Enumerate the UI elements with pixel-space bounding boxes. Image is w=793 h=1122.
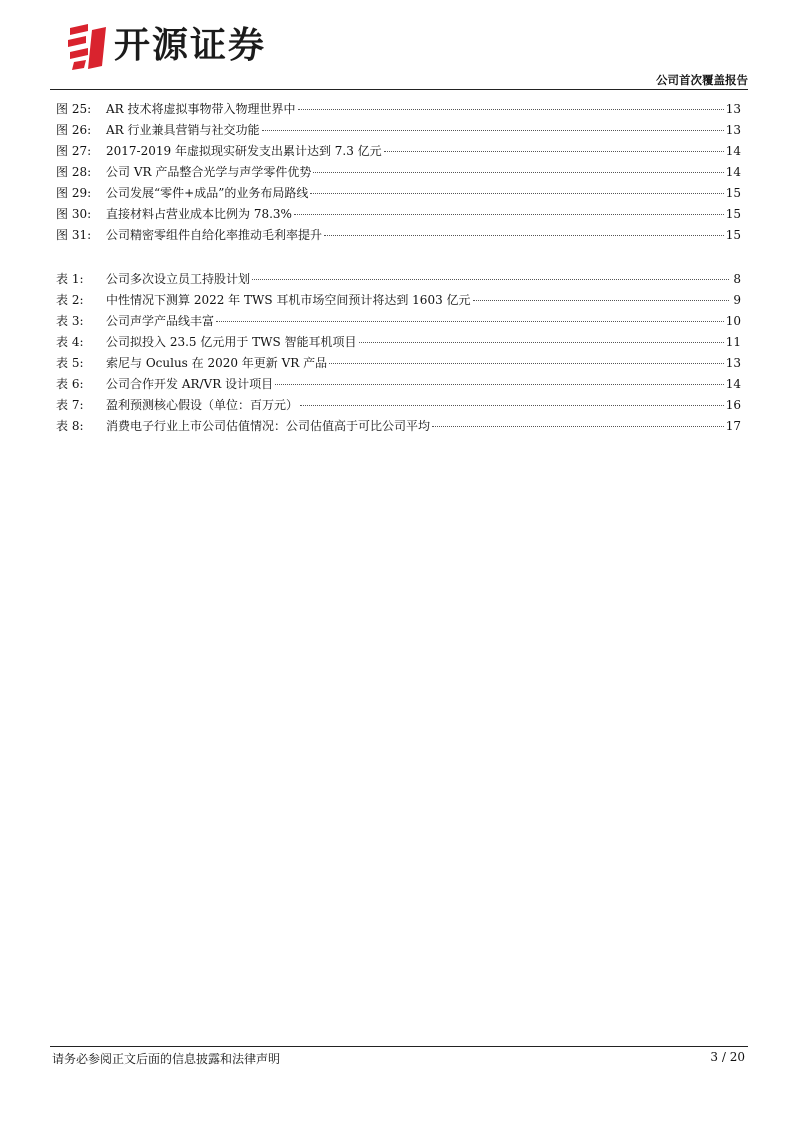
table-entry-title[interactable]: 中性情况下测算 2022 年 TWS 耳机市场空间预计将达到 1603 亿元 — [106, 293, 471, 307]
figure-entry-label: 图 25: — [56, 102, 92, 116]
table-entry[interactable] — [56, 416, 741, 437]
figure-entry-label: 图 31: — [56, 228, 92, 242]
table-entry-label: 表 8: — [56, 419, 84, 433]
table-entry-title[interactable]: 消费电子行业上市公司估值情况：公司估值高于可比公司平均 — [106, 419, 431, 433]
figure-entry[interactable] — [56, 141, 741, 162]
dot-leader — [329, 363, 724, 364]
table-entry-label: 表 5: — [56, 356, 84, 370]
figure-entry-page-number[interactable]: 14 — [725, 144, 741, 158]
figure-entry-page-number[interactable]: 13 — [725, 102, 741, 116]
dot-leader — [300, 405, 724, 406]
table-entry-label: 表 1: — [56, 272, 84, 286]
table-entry-title[interactable]: 公司拟投入 23.5 亿元用于 TWS 智能耳机项目 — [106, 335, 357, 349]
figure-entry[interactable] — [56, 225, 741, 246]
figure-entry-label: 图 28: — [56, 165, 92, 179]
figure-entry-title[interactable]: AR 技术将虚拟事物带入物理世界中 — [106, 102, 296, 116]
table-entry-title[interactable]: 公司合作开发 AR/VR 设计项目 — [106, 377, 274, 391]
figure-entry-title[interactable]: 直接材料占营业成本比例为 78.3% — [106, 207, 292, 221]
table-entry-page-number[interactable]: 13 — [725, 356, 741, 370]
table-entry[interactable] — [56, 311, 741, 332]
report-type-label: 公司首次覆盖报告 — [656, 73, 748, 87]
figure-entry-title[interactable]: AR 行业兼具营销与社交功能 — [106, 123, 260, 137]
dot-leader — [324, 235, 724, 236]
figure-entry-label: 图 26: — [56, 123, 92, 137]
figure-entry-page-number[interactable]: 13 — [725, 123, 741, 137]
dot-leader — [262, 130, 724, 131]
table-index — [56, 269, 741, 437]
table-entry-title[interactable]: 公司声学产品线丰富 — [106, 314, 215, 328]
header-divider — [50, 89, 748, 90]
company-logo — [66, 22, 296, 72]
table-entry-page-number[interactable]: 9 — [733, 293, 741, 307]
dot-leader — [298, 109, 724, 110]
page-header — [0, 0, 793, 92]
figure-index — [56, 99, 741, 246]
dot-leader — [384, 151, 724, 152]
footer-disclaimer: 请务必参阅正文后面的信息披露和法律声明 — [52, 1052, 281, 1066]
logo-wordmark: 开源证券 — [114, 25, 267, 66]
figure-entry-page-number[interactable]: 14 — [725, 165, 741, 179]
dot-leader — [275, 384, 724, 385]
figure-entry-page-number[interactable]: 15 — [725, 186, 741, 200]
dot-leader — [294, 214, 724, 215]
figure-entry-label: 图 30: — [56, 207, 92, 221]
footer-divider — [50, 1046, 748, 1047]
dot-leader — [313, 172, 723, 173]
dot-leader — [473, 300, 729, 301]
table-entry-label: 表 2: — [56, 293, 84, 307]
figure-entry-title[interactable]: 2017-2019 年虚拟现实研发支出累计达到 7.3 亿元 — [106, 144, 382, 158]
page-number: 3 / 20 — [710, 1050, 745, 1064]
table-entry[interactable] — [56, 395, 741, 416]
table-entry-page-number[interactable]: 16 — [725, 398, 741, 412]
dot-leader — [310, 193, 723, 194]
dot-leader — [252, 279, 729, 280]
figure-entry-title[interactable]: 公司精密零组件自给化率推动毛利率提升 — [106, 228, 323, 242]
figure-entry[interactable] — [56, 183, 741, 204]
table-entry-label: 表 4: — [56, 335, 84, 349]
dot-leader — [432, 426, 724, 427]
table-entry-title[interactable]: 盈利预测核心假设（单位：百万元） — [106, 398, 299, 412]
figure-entry-title[interactable]: 公司发展“零件+成品”的业务布局路线 — [106, 186, 309, 200]
figure-entry-label: 图 29: — [56, 186, 92, 200]
table-entry-title[interactable]: 公司多次设立员工持股计划 — [106, 272, 251, 286]
dot-leader — [216, 321, 724, 322]
table-entry-page-number[interactable]: 8 — [733, 272, 741, 286]
figure-entry[interactable] — [56, 99, 741, 120]
dot-leader — [359, 342, 724, 343]
table-entry-label: 表 3: — [56, 314, 84, 328]
table-entry[interactable] — [56, 332, 741, 353]
table-entry-title[interactable]: 索尼与 Oculus 在 2020 年更新 VR 产品 — [106, 356, 328, 370]
figure-entry-label: 图 27: — [56, 144, 92, 158]
table-entry-page-number[interactable]: 10 — [725, 314, 741, 328]
figure-entry-title[interactable]: 公司 VR 产品整合光学与声学零件优势 — [106, 165, 312, 179]
table-entry[interactable] — [56, 269, 741, 290]
table-entry-page-number[interactable]: 14 — [725, 377, 741, 391]
table-entry[interactable] — [56, 374, 741, 395]
table-entry-label: 表 6: — [56, 377, 84, 391]
figure-entry[interactable] — [56, 204, 741, 225]
table-entry-label: 表 7: — [56, 398, 84, 412]
table-entry-page-number[interactable]: 17 — [725, 419, 741, 433]
figure-entry-page-number[interactable]: 15 — [725, 207, 741, 221]
table-entry[interactable] — [56, 353, 741, 374]
logo-mark-icon — [66, 22, 110, 72]
figure-entry[interactable] — [56, 162, 741, 183]
table-entry-page-number[interactable]: 11 — [725, 335, 741, 349]
table-entry[interactable] — [56, 290, 741, 311]
figure-entry-page-number[interactable]: 15 — [725, 228, 741, 242]
figure-entry[interactable] — [56, 120, 741, 141]
